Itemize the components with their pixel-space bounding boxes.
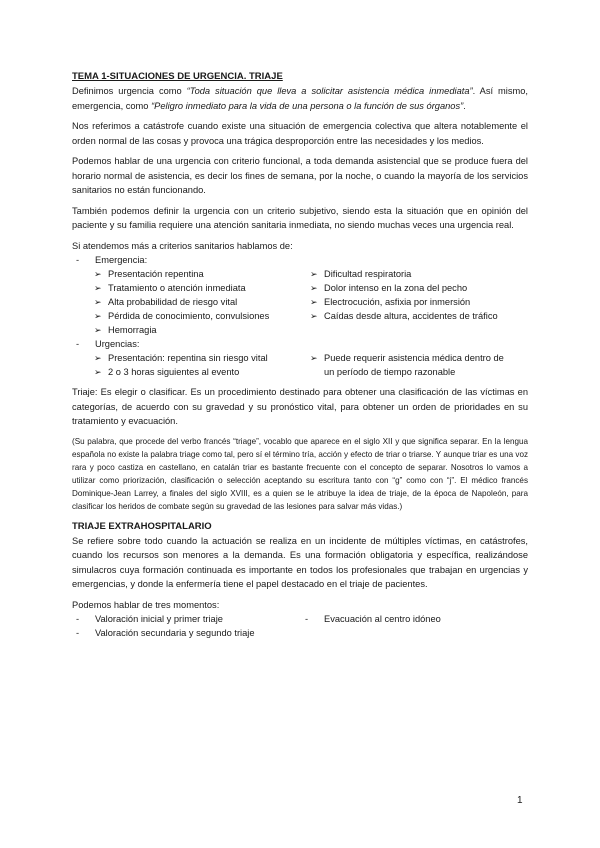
- list-item: ➢ Presentación: repentina sin riesgo vital: [94, 351, 268, 366]
- dash-bullet: -: [76, 339, 80, 349]
- list-row: [72, 323, 528, 337]
- list-item: Valoración inicial y primer triaje: [95, 614, 223, 624]
- list-item: ➢ Tratamiento o atención inmediata: [94, 281, 246, 296]
- dash-bullet: -: [76, 628, 80, 638]
- urgencias-list: [72, 337, 528, 379]
- urgencia-quote: “Toda situación que lleva a solicitar asistencia médica inmediata”: [186, 86, 473, 96]
- page-title: TEMA 1-SITUACIONES DE URGENCIA. TRIAJE: [72, 71, 283, 82]
- list-item: Valoración secundaria y segundo triaje: [95, 628, 255, 638]
- text: . Así mismo, emergencia, como: [72, 86, 529, 111]
- arrow-bullet-icon: ➢: [310, 269, 318, 279]
- paragraph-triaje: Triaje: Es elegir o clasificar. Es un procedimiento destinado para obtener una clasificación de las víctimas en categorías, de acuerdo con su gravedad y su pronóstico vital, para obtener un orden de prioridades en su tratamiento y evacuación.: [72, 387, 528, 426]
- list-row: [72, 351, 528, 365]
- dash-bullet: -: [76, 255, 80, 265]
- list-row: [72, 295, 528, 309]
- arrow-bullet-icon: ➢: [94, 325, 102, 335]
- dash-bullet: -: [76, 614, 80, 624]
- arrow-bullet-icon: ➢: [94, 269, 102, 279]
- paragraph-definitions: [72, 84, 528, 113]
- arrow-bullet-icon: ➢: [310, 311, 318, 321]
- text: .: [463, 100, 466, 111]
- paragraph-criterio-subjetivo: También podemos definir la urgencia con un criterio subjetivo, siendo esta la situación que en opinión del paciente y su familia requiere una atención sanitaria inmediata, no siendo muchas veces una urgencia real.: [72, 205, 528, 230]
- list-item-continuation: un período de tiempo razonable: [324, 367, 456, 377]
- momentos-list: [72, 612, 528, 640]
- emergencia-label: Emergencia:: [95, 255, 148, 265]
- list-item: ➢ Dificultad respiratoria: [310, 267, 411, 282]
- arrow-bullet-icon: ➢: [310, 283, 318, 293]
- arrow-bullet-icon: ➢: [94, 311, 102, 321]
- arrow-bullet-icon: ➢: [94, 297, 102, 307]
- paragraph-extrahospitalario: Se refiere sobre todo cuando la actuación se realiza en un incidente de múltiples víctimas, en catástrofes, cuando los recursos son menores a la demanda. Es una formación obligatoria y específica, realizándose simulacros cuya formación continuada es importante en todos los profesionales que trabajan en urgencias y emergencias, y donde la enfermería tiene el papel destacado en el triaje de pacientes.: [72, 535, 528, 589]
- paragraph-criterios-sanitarios: Si atendemos más a criterios sanitarios hablamos de:: [72, 240, 293, 251]
- list-row: [72, 626, 528, 640]
- paragraph-etimologia: (Su palabra, que procede del verbo francés “triage”, vocablo que aparece en el siglo XII y que significa separar. En la lengua española no existe la palabra triage como tal, pero sí el término tría, acción y efecto de triar o triarse. Y aunque triar es una voz rara y poco castiza en castellano, en catalán triar es bastante frecuente con el concepto de separar. Nosotros lo vamos a utilizar como priorización, clasificación o selección aceptando su escritura tanto con “g” como con “j”. El médico francés Dominique-Jean Larrey, a finales del siglo XVIII, es a quien se le atribuye la idea de triaje, de la época de Napoleón, para clasificar los heridos de combate según su gravedad de las lesiones para salvar más vidas.): [72, 436, 528, 511]
- list-item: ➢ 2 o 3 horas siguientes al evento: [94, 365, 239, 380]
- list-item: ➢ Alta probabilidad de riesgo vital: [94, 295, 237, 310]
- emergencia-list: [72, 253, 528, 337]
- list-row: [72, 309, 528, 323]
- list-row: [72, 267, 528, 281]
- list-header: [72, 337, 528, 351]
- urgencias-label: Urgencias:: [95, 339, 140, 349]
- emergencia-quote: “Peligro inmediato para la vida de una persona o la función de sus órganos”: [151, 100, 464, 111]
- list-item: ➢ Presentación repentina: [94, 267, 204, 282]
- list-item: Evacuación al centro idóneo: [324, 614, 441, 624]
- document-page: [72, 70, 528, 640]
- arrow-bullet-icon: ➢: [310, 353, 318, 363]
- page-number: 1: [517, 795, 523, 806]
- arrow-bullet-icon: ➢: [94, 353, 102, 363]
- list-item: ➢ Puede requerir asistencia médica dentro de: [310, 351, 504, 366]
- list-header: [72, 253, 528, 267]
- arrow-bullet-icon: ➢: [310, 297, 318, 307]
- list-item: ➢ Dolor intenso en la zona del pecho: [310, 281, 467, 296]
- arrow-bullet-icon: ➢: [94, 367, 102, 377]
- paragraph-catastrofe: Nos referimos a catástrofe cuando existe una situación de emergencia colectiva que altera notablemente el orden normal de las cosas y provoca una trágica desproporción entre las necesidades y los medios.: [72, 121, 528, 146]
- list-item: ➢ Pérdida de conocimiento, convulsiones: [94, 309, 269, 324]
- arrow-bullet-icon: ➢: [94, 283, 102, 293]
- list-item: ➢ Hemorragia: [94, 323, 157, 338]
- paragraph-criterio-funcional: Podemos hablar de una urgencia con criterio funcional, a toda demanda asistencial que se produce fuera del horario normal de asistencia, es decir los fines de semana, por la noche, o cuando la mayoría de los servicios sanitarios no están funcionando.: [72, 156, 528, 195]
- list-item: ➢ Electrocución, asfixia por inmersión: [310, 295, 470, 310]
- paragraph-momentos: Podemos hablar de tres momentos:: [72, 599, 220, 610]
- list-row: [72, 365, 528, 379]
- dash-bullet: -: [305, 614, 309, 624]
- list-row: [72, 281, 528, 295]
- list-item: ➢ Caídas desde altura, accidentes de tráfico: [310, 309, 498, 324]
- list-row: [72, 612, 528, 626]
- text: Definimos urgencia como: [72, 86, 187, 96]
- section-heading: TRIAJE EXTRAHOSPITALARIO: [72, 520, 212, 532]
